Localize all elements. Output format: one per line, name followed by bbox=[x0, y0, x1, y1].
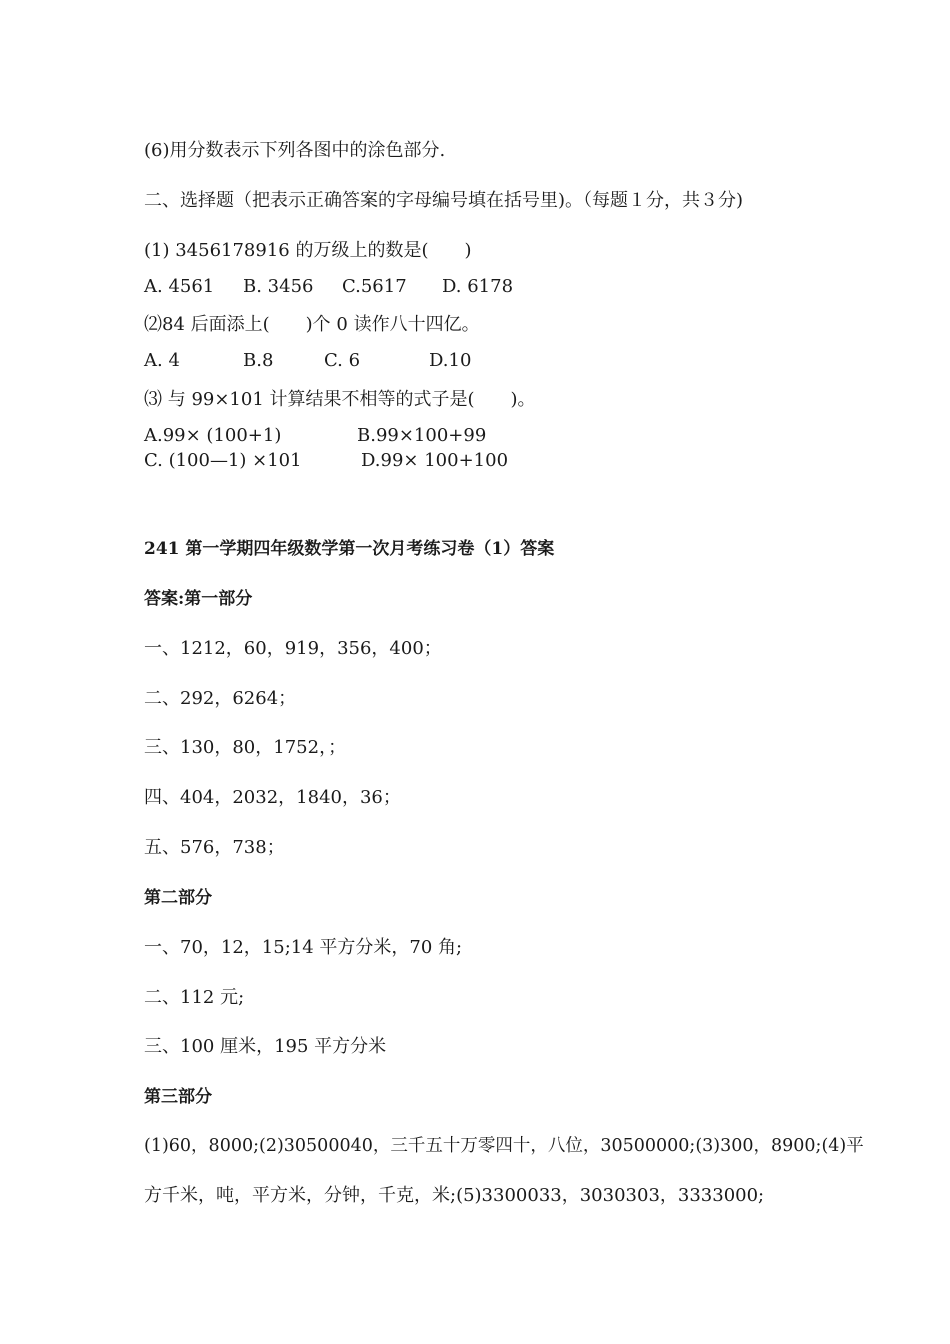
option-b: B. 3456 bbox=[243, 276, 314, 297]
question-1-options bbox=[144, 276, 513, 298]
option-d: D. 6178 bbox=[442, 276, 514, 297]
question-3-options-row1 bbox=[144, 425, 486, 447]
option-c: C.5617 bbox=[342, 276, 407, 297]
part-1-answer: 五、576，738； bbox=[144, 837, 285, 858]
option-a: A. 4 bbox=[144, 350, 180, 371]
question-1: (1) 3456178916 的万级上的数是( ) bbox=[144, 240, 472, 261]
part-1-answer: 四、404，2032，1840，36； bbox=[144, 787, 401, 808]
option-b: B.99×100+99 bbox=[357, 425, 487, 446]
part-1-answer: 三、130，80，1752，； bbox=[144, 737, 347, 758]
part-2-heading: 第二部分 bbox=[144, 888, 212, 908]
question-3: ⑶ 与 99×101 计算结果不相等的式子是( )。 bbox=[144, 389, 536, 410]
option-b: B.8 bbox=[243, 350, 274, 371]
part-3-answer: 方千米，吨，平方米，分钟，千克，米;(5)3300033，3030303，3333000; bbox=[144, 1185, 765, 1206]
question-2-options bbox=[144, 350, 471, 372]
option-c: C. 6 bbox=[324, 350, 361, 371]
part-2-answer: 二、112 元; bbox=[144, 987, 245, 1008]
option-a: A. 4561 bbox=[144, 276, 215, 297]
part-1-heading: 答案:第一部分 bbox=[144, 589, 253, 609]
option-a: A.99× (100+1) bbox=[144, 425, 282, 446]
question-6: (6)用分数表示下列各图中的涂色部分. bbox=[144, 140, 446, 161]
section-2-title: 二、选择题（把表示正确答案的字母编号填在括号里)。（每题１分，共３分) bbox=[144, 190, 744, 211]
question-3-options-row2 bbox=[144, 450, 508, 472]
part-1-answer: 二、292，6264； bbox=[144, 688, 297, 709]
part-3-answer: (1)60，8000;(2)30500040，三千五十万零四十，八位，30500000;(3)300，8900;(4)平 bbox=[144, 1136, 864, 1156]
option-c: C. (100—1) ×101 bbox=[144, 450, 302, 471]
part-1-answer: 一、1212，60，919，356，400； bbox=[144, 638, 442, 659]
part-2-answer: 三、100 厘米，195 平方分米 bbox=[144, 1036, 387, 1057]
option-d: D.10 bbox=[429, 350, 472, 371]
option-d: D.99× 100+100 bbox=[361, 450, 509, 471]
part-2-answer: 一、70，12，15;14 平方分米，70 角; bbox=[144, 937, 463, 958]
question-2: ⑵84 后面添上( )个 0 读作八十四亿。 bbox=[144, 314, 480, 335]
part-3-heading: 第三部分 bbox=[144, 1087, 212, 1107]
answer-title: 241 第一学期四年级数学第一次月考练习卷（1）答案 bbox=[144, 539, 555, 559]
